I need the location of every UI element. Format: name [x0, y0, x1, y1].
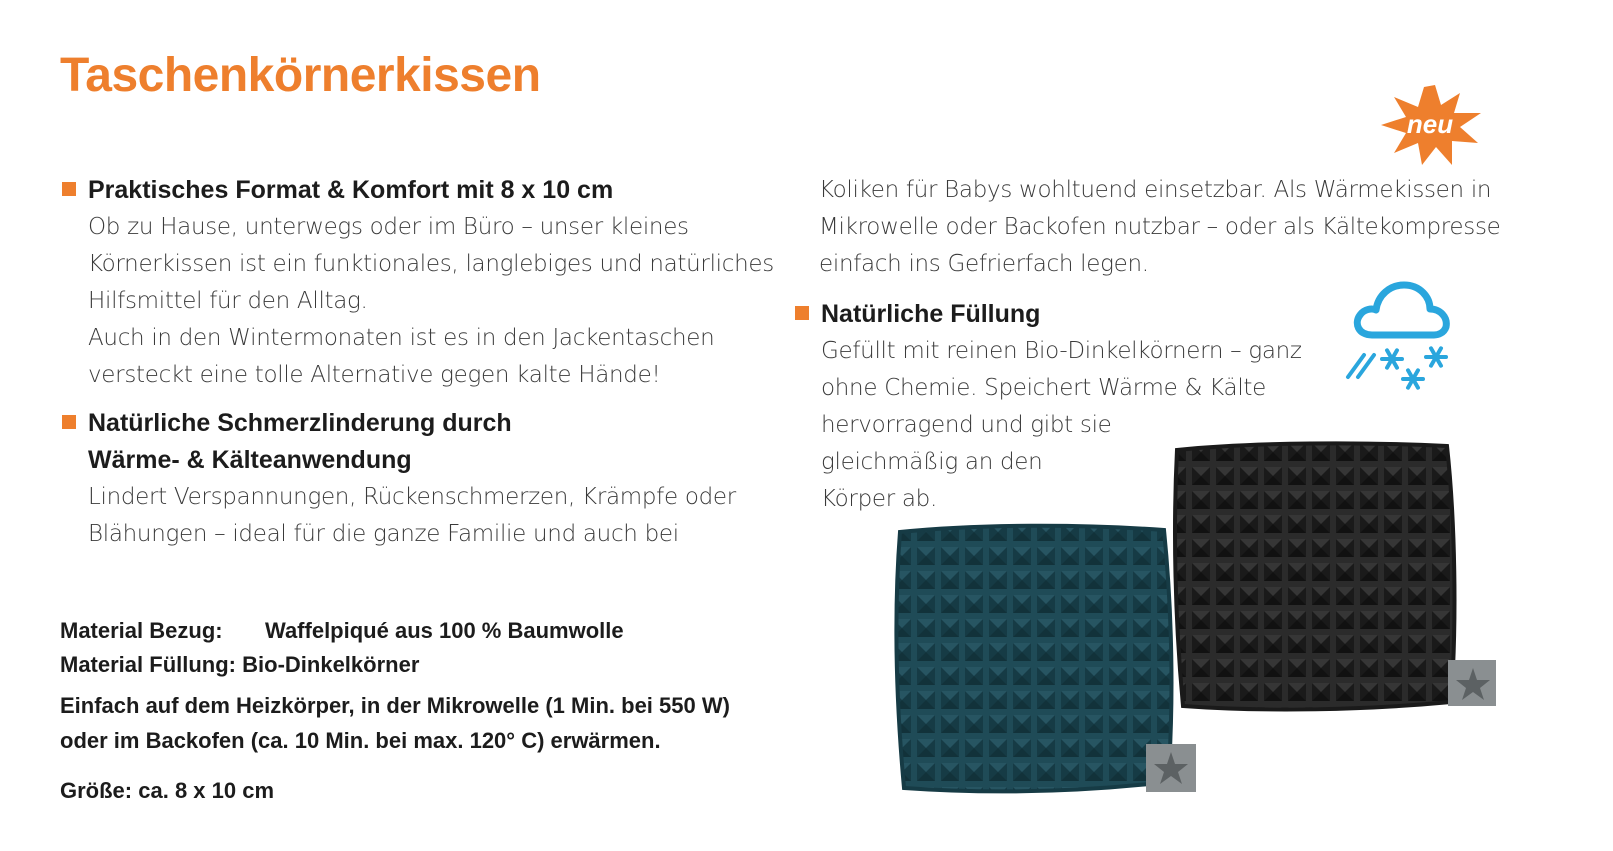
body-line: Körnerkissen ist ein funktionales, langlebiges und natürliches — [88, 251, 774, 277]
body-line: Lindert Verspannungen, Rückenschmerzen, Krämpfe oder — [88, 484, 736, 510]
starburst-badge-icon — [1378, 83, 1484, 167]
body-line: hervorragend und gibt sie — [821, 412, 1112, 438]
spec-label: Größe: — [60, 778, 133, 803]
spec-material-cover — [60, 618, 624, 644]
spec-heating-line: oder im Backofen (ca. 10 Min. bei max. 120° C) erwärmen. — [60, 728, 661, 753]
section-pain-relief — [62, 405, 736, 553]
badge-label: neu — [1406, 109, 1454, 139]
body-line: Mikrowelle oder Backofen nutzbar – oder als Kältekompresse — [819, 214, 1501, 240]
spec-value: Waffelpiqué aus 100 % Baumwolle — [265, 618, 624, 643]
spec-size — [60, 778, 274, 804]
spec-material-fill — [60, 652, 419, 678]
cloud-rain-snow-icon — [1338, 277, 1458, 393]
section-heading — [62, 172, 774, 209]
body-line: Ob zu Hause, unterwegs oder im Büro – unser kleines — [88, 214, 689, 240]
spec-label: Material Bezug: — [60, 618, 223, 643]
section-body — [62, 209, 774, 394]
heading-format: Praktisches Format & Komfort mit 8 x 10 cm — [88, 176, 614, 204]
pillow-image-petrol — [890, 520, 1220, 805]
spec-label: Material Füllung: — [60, 652, 236, 677]
section-body — [793, 172, 1500, 283]
section-pain-relief-continued — [793, 172, 1500, 283]
body-line: versteckt eine tolle Alternative gegen kalte Hände! — [88, 362, 661, 388]
body-line: einfach ins Gefrierfach legen. — [819, 251, 1149, 277]
body-line: Körper ab. — [821, 486, 937, 512]
section-body — [62, 479, 736, 553]
spec-heating-line: Einfach auf dem Heizkörper, in der Mikrowelle (1 Min. bei 550 W) — [60, 693, 730, 718]
section-heading — [62, 405, 736, 479]
body-line: Koliken für Babys wohltuend einsetzbar. Als Wärmekissen in — [819, 177, 1492, 203]
bullet-square-icon — [795, 306, 809, 320]
body-line: gleichmäßig an den — [821, 449, 1043, 475]
heading-line: Natürliche Schmerzlinderung durch — [88, 409, 512, 437]
bullet-square-icon — [62, 182, 76, 196]
heading-pain-relief — [88, 405, 512, 479]
spec-value: ca. 8 x 10 cm — [138, 778, 275, 803]
page-title: Taschenkörnerkissen — [60, 49, 541, 102]
spec-value: Bio-Dinkelkörner — [242, 652, 420, 677]
body-line: Auch in den Wintermonaten ist es in den Jackentaschen — [88, 325, 715, 351]
body-line: ohne Chemie. Speichert Wärme & Kälte — [821, 375, 1267, 401]
body-line: Gefüllt mit reinen Bio-Dinkelkörnern – ganz — [821, 338, 1302, 364]
section-heading — [795, 296, 1302, 333]
heading-line: Wärme- & Kälteanwendung — [88, 446, 412, 474]
body-line: Blähungen – ideal für die ganze Familie und auch bei — [88, 521, 679, 547]
bullet-square-icon — [62, 415, 76, 429]
body-line: Hilfsmittel für den Alltag. — [88, 288, 368, 314]
heading-filling: Natürliche Füllung — [821, 300, 1041, 328]
section-format — [62, 172, 774, 394]
